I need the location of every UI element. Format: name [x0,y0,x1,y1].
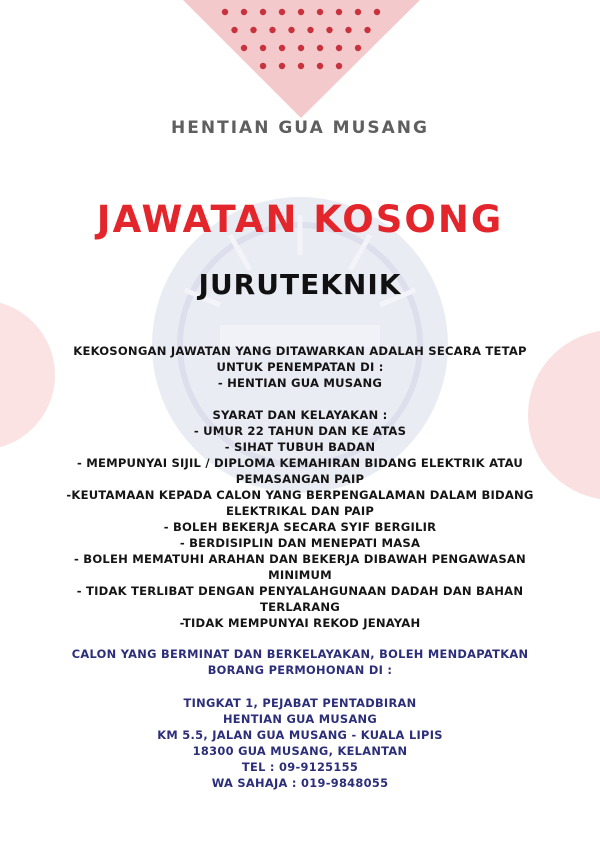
requirement-line: -KEUTAMAAN KEPADA CALON YANG BERPENGALAMAN DALAM BIDANG [66,488,534,502]
invite-line: CALON YANG BERMINAT DAN BERKELAYAKAN, BOLEH MENDAPATKAN [71,647,529,661]
decor-dot [317,9,323,15]
invite-line: BORANG PERMOHONAN DI : [207,663,393,677]
requirement-line: MINIMUM [268,568,332,582]
job-details [0,343,600,631]
decor-dot [317,45,323,51]
requirement-line: - SIHAT TUBUH BADAN [224,440,376,454]
intro-line: - HENTIAN GUA MUSANG [217,376,383,390]
decor-dot [288,27,294,33]
decor-dot [336,9,342,15]
address-line: TINGKAT 1, PEJABAT PENTADBIRAN [183,696,417,710]
telephone: TEL : 09-9125155 [241,760,359,774]
decor-dot [336,63,342,69]
decor-dot [250,27,256,33]
requirement-line: -TIDAK MEMPUNYAI REKOD JENAYAH [179,616,421,630]
requirements-title: SYARAT DAN KELAYAKAN : [212,408,388,422]
decor-dot [374,9,380,15]
decor-dot [269,27,275,33]
decor-dot [336,45,342,51]
address-line: 18300 GUA MUSANG, KELANTAN [192,744,408,758]
contact-block [0,646,600,791]
decor-dot [298,63,304,69]
decor-dot [231,27,237,33]
decor-dot [355,9,361,15]
decor-dot [355,45,361,51]
decor-dot [364,27,370,33]
requirement-line: - TIDAK TERLIBAT DENGAN PENYALAHGUNAAN DADAH DAN BAHAN [76,584,524,598]
decor-dot [260,45,266,51]
org-name: HENTIAN GUA MUSANG [171,118,429,138]
intro-line: KEKOSONGAN JAWATAN YANG DITAWARKAN ADALAH SECARA TETAP [73,344,527,358]
requirement-line: - BERDISIPLIN DAN MENEPATI MASA [179,536,421,550]
address-line: HENTIAN GUA MUSANG [222,712,378,726]
decor-dot [317,63,323,69]
requirement-line: - BOLEH BEKERJA SECARA SYIF BERGILIR [163,520,437,534]
headline: JAWATAN KOSONG [96,198,504,241]
decor-dot [222,9,228,15]
decor-dot [260,9,266,15]
decor-dot [307,27,313,33]
intro-line: UNTUK PENEMPATAN DI : [216,360,384,374]
requirement-line: - BOLEH MEMATUHI ARAHAN DAN BEKERJA DIBAWAH PENGAWASAN [74,552,526,566]
decor-dot [241,9,247,15]
address-line: KM 5.5, JALAN GUA MUSANG - KUALA LIPIS [157,728,443,742]
decor-dot [298,45,304,51]
decor-dot [279,45,285,51]
decor-dot [326,27,332,33]
decorative-triangle [0,0,600,130]
requirement-line: - UMUR 22 TAHUN DAN KE ATAS [193,424,407,438]
requirement-line: PEMASANGAN PAIP [235,472,365,486]
decor-dot [279,63,285,69]
decor-dot [279,9,285,15]
requirement-line: - MEMPUNYAI SIJIL / DIPLOMA KEMAHIRAN BIDANG ELEKTRIK ATAU [76,456,524,470]
whatsapp: WA SAHAJA : 019-9848055 [211,776,389,790]
requirement-line: TERLARANG [259,600,341,614]
position-title: JURUTEKNIK [198,268,402,301]
decor-dot [241,45,247,51]
decor-dot [260,63,266,69]
decor-dot [298,9,304,15]
decor-dot [345,27,351,33]
requirement-line: ELEKTRIKAL DAN PAIP [225,504,375,518]
